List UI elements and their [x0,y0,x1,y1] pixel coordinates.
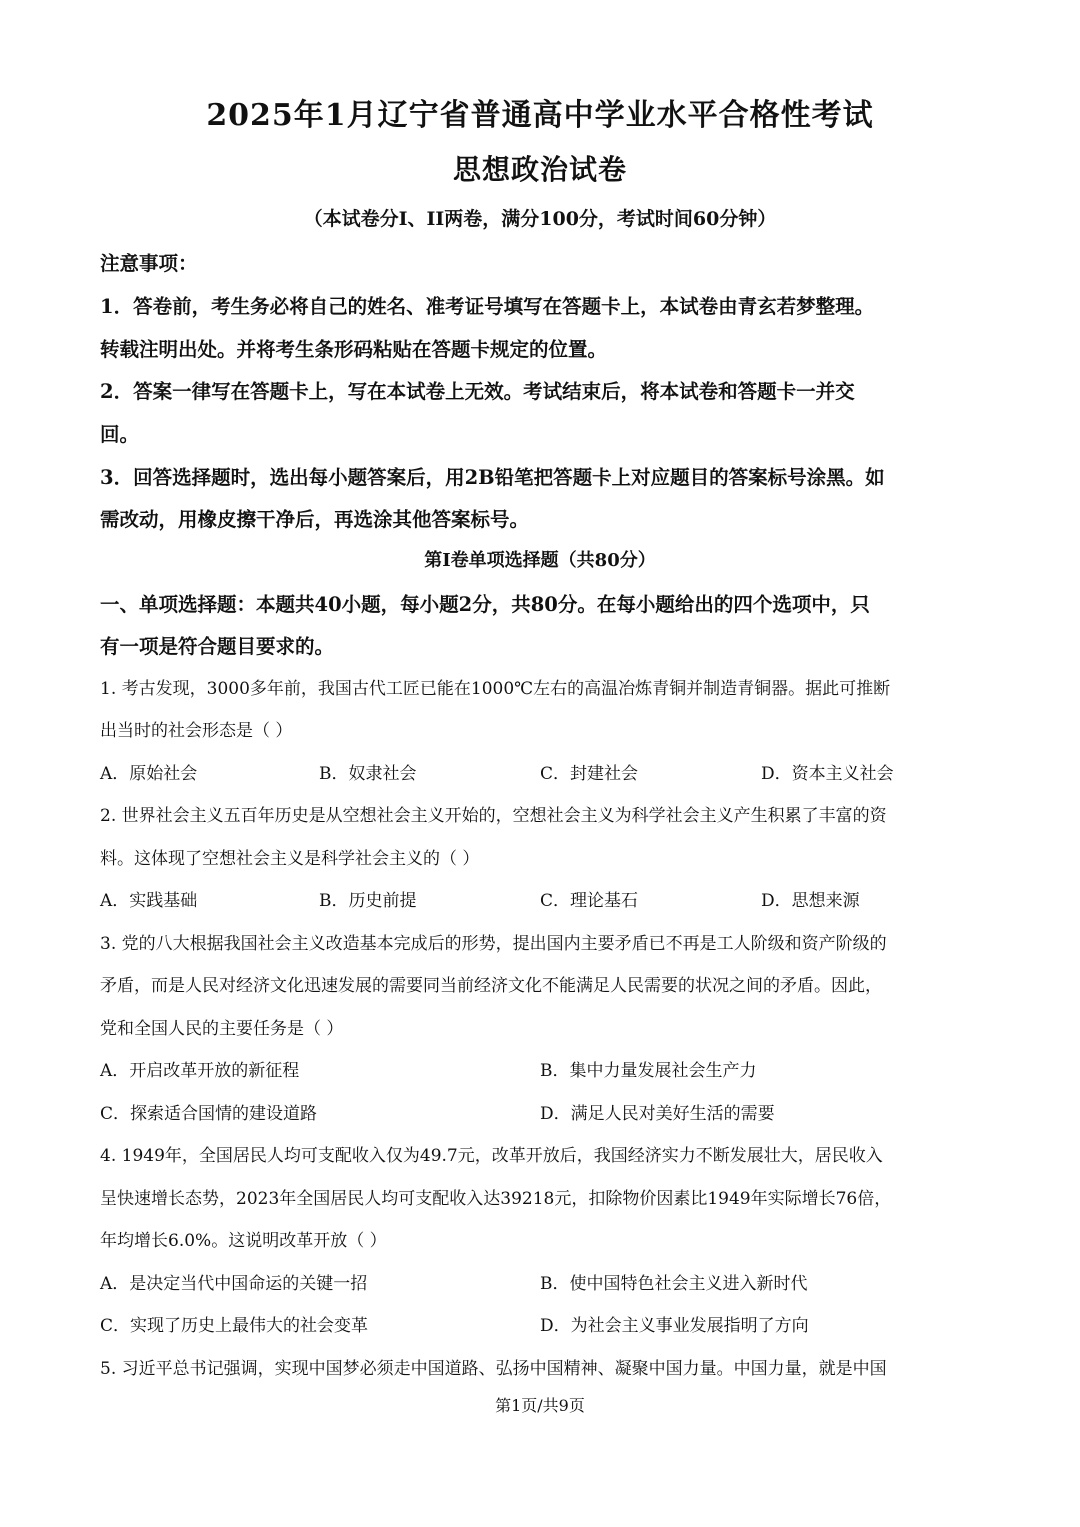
question-2-option-b: B．历史前提 [319,891,417,911]
question-1-option-c: C．封建社会 [540,764,639,784]
question-4-option-c: C．实现了历史上最伟大的社会变革 [100,1316,369,1336]
question-2-option-d: D．思想来源 [761,891,860,911]
question-3-text: 党和全国人民的主要任务是（ ） [100,1019,344,1039]
question-2-text: 2. 世界社会主义五百年历史是从空想社会主义开始的，空想社会主义为科学社会主义产生积累了丰富的资 [100,806,887,826]
question-3-option-c: C．探索适合国情的建设道路 [100,1104,318,1124]
question-1-option-d: D．资本主义社会 [761,764,894,784]
question-1-text: 出当时的社会形态是（ ） [100,721,293,741]
instruction-line: 1．答卷前，考生务必将自己的姓名、准考证号填写在答题卡上，本试卷由青玄若梦整理。 [100,295,875,318]
question-5-text: 5. 习近平总书记强调，实现中国梦必须走中国道路、弘扬中国精神、凝聚中国力量。中国力量，就是中国 [100,1359,887,1379]
question-4-option-b: B．使中国特色社会主义进入新时代 [540,1274,808,1294]
section-desc: 有一项是符合题目要求的。 [100,635,335,658]
section-desc: 一、单项选择题：本题共40小题，每小题2分，共80分。在每小题给出的四个选项中，只 [100,593,870,616]
question-4-text: 呈快速增长态势，2023年全国居民人均可支配收入达39218元，扣除物价因素比1949年实际增长76倍， [100,1189,892,1209]
question-4-text: 年均增长6.0%。这说明改革开放（ ） [100,1231,387,1251]
question-4-option-d: D．为社会主义事业发展指明了方向 [540,1316,809,1336]
instruction-line: 转载注明出处。并将考生条形码粘贴在答题卡规定的位置。 [100,338,608,361]
question-1-option-b: B．奴隶社会 [319,764,417,784]
question-3-option-d: D．满足人民对美好生活的需要 [540,1104,775,1124]
instruction-line: 回。 [100,423,140,446]
question-1-option-a: A．原始社会 [100,764,198,784]
question-3-text: 矛盾，而是人民对经济文化迅速发展的需要同当前经济文化不能满足人民需要的状况之间的矛盾。因此， [100,976,882,996]
question-4-option-a: A．是决定当代中国命运的关键一招 [100,1274,368,1294]
question-2-option-a: A．实践基础 [100,891,198,911]
exam-title: 2025年1月辽宁省普通高中学业水平合格性考试 [206,98,874,133]
instruction-line: 3．回答选择题时，选出每小题答案后，用2B铅笔把答题卡上对应题目的答案标号涂黑。如 [100,466,885,489]
question-1-text: 1. 考古发现，3000多年前，我国古代工匠已能在1000℃左右的高温冶炼青铜并制造青铜器。据此可推断 [100,679,891,699]
question-3-option-a: A．开启改革开放的新征程 [100,1061,300,1081]
instruction-line: 需改动，用橡皮擦干净后，再选涂其他答案标号。 [100,508,530,531]
question-2-text: 料。这体现了空想社会主义是科学社会主义的（ ） [100,849,480,869]
question-2-option-c: C．理论基石 [540,891,639,911]
page-number: 第1页/共9页 [495,1396,585,1415]
exam-note: （本试卷分I、II两卷，满分100分，考试时间60分钟） [303,208,777,230]
section-title: 第I卷单项选择题（共80分） [424,550,656,571]
question-4-text: 4. 1949年，全国居民人均可支配收入仅为49.7元，改革开放后，我国经济实力不断发展壮大，居民收入 [100,1146,883,1166]
question-3-option-b: B．集中力量发展社会生产力 [540,1061,757,1081]
instruction-line: 2．答案一律写在答题卡上，写在本试卷上无效。考试结束后，将本试卷和答题卡一并交 [100,380,855,403]
instructions-heading: 注意事项： [100,252,198,275]
exam-subject: 思想政治试卷 [452,153,627,186]
question-3-text: 3. 党的八大根据我国社会主义改造基本完成后的形势，提出国内主要矛盾已不再是工人阶级和资产阶级的 [100,934,887,954]
